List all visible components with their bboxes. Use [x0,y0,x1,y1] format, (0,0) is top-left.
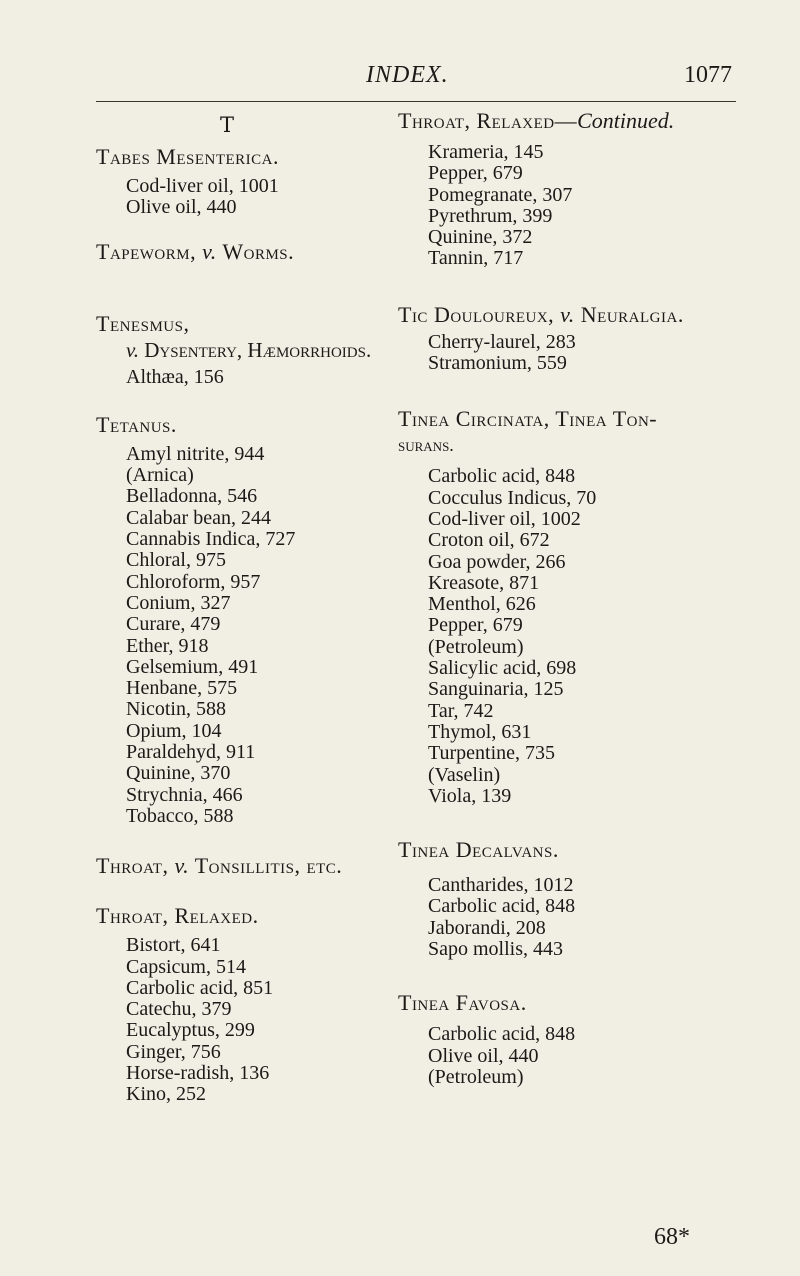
index-entry-tapeworm [96,239,396,265]
remedy-list [96,935,396,1105]
header-rule [96,101,736,102]
entry-heading-continuation: surans. [398,435,454,456]
remedy-item: Bistort, 641 [126,934,221,957]
remedy-item: Henbane, 575 [126,677,238,700]
cross-reference [126,337,396,363]
remedy-item: Pyrethrum, 399 [428,204,553,227]
see-target: Dysentery, Hæmorrhoids. [144,337,372,362]
entry-heading [96,853,396,879]
remedy-list [398,875,758,960]
remedy-item: (Arnica) [126,464,194,487]
remedy-item: Paraldehyd, 911 [126,741,256,764]
heading-text: Tapeworm, [96,238,197,264]
remedy-item: Carbolic acid, 848 [428,465,576,488]
remedy-item: Jaborandi, 208 [428,916,546,939]
remedy-item: Salicylic acid, 698 [428,657,577,680]
entry-heading: Tinea Favosa. [398,990,527,1016]
remedy-item: Althæa, 156 [126,365,224,388]
remedy-item: Strychnia, 466 [126,783,243,806]
see-target: Tonsillitis, etc. [194,853,343,879]
remedy-item: Catechu, 379 [126,998,232,1021]
signature-mark: 68* [654,1224,690,1250]
index-entry-tinea-decalvans [398,837,758,960]
remedy-item: Horse-radish, 136 [126,1062,270,1085]
remedy-item: Capsicum, 514 [126,955,246,978]
remedy-item: Olive oil, 440 [126,196,237,219]
index-entry-tenesmus [96,311,396,388]
entry-heading [398,302,758,328]
remedy-item: Cocculus Indicus, 70 [428,486,597,509]
remedy-list [398,466,758,807]
remedy-item: (Petroleum) [428,1065,524,1088]
heading-text: Throat, Relaxed— [398,108,578,133]
index-entry-tetanus [96,412,396,827]
remedy-item: Tannin, 717 [428,247,524,270]
remedy-item: Thymol, 631 [428,720,532,743]
index-entry-tinea-circinata [398,406,758,807]
entry-heading: Tinea Circinata, Tinea Ton- [398,406,658,432]
entry-heading: Tinea Decalvans. [398,837,559,863]
entry-heading: Throat, Relaxed. [96,903,259,929]
remedy-item: Sanguinaria, 125 [428,678,564,701]
index-entry-throat-relaxed-continued [398,108,758,270]
remedy-item: Cannabis Indica, 727 [126,528,296,551]
remedy-item: Tobacco, 588 [126,804,234,827]
see-prefix: v. [202,238,217,264]
entry-heading: Tetanus. [96,411,177,437]
entry-heading [96,239,396,265]
see-prefix: v. [174,853,190,879]
see-target: Neuralgia. [580,301,684,327]
index-entry-tinea-favosa [398,990,758,1088]
remedy-item: Curare, 479 [126,613,221,636]
remedy-item: Tar, 742 [428,699,494,722]
remedy-item: Pepper, 679 [428,162,523,185]
index-entry-tabes [96,144,396,219]
remedy-item: Cod-liver oil, 1001 [126,175,279,197]
remedy-list [398,1024,758,1088]
remedy-item: Pomegranate, 307 [428,183,573,206]
see-prefix: v. [560,301,575,327]
remedy-list [398,332,758,375]
remedy-item: Kreasote, 871 [428,571,540,594]
remedy-item: Ether, 918 [126,634,209,657]
remedy-item: Chloral, 975 [126,549,226,572]
remedy-item: Belladonna, 546 [126,485,258,508]
remedy-item: Carbolic acid, 848 [428,895,576,918]
remedy-item: Ginger, 756 [126,1040,221,1063]
see-prefix: v. [126,337,140,362]
remedy-item: Kino, 252 [126,1083,206,1106]
remedy-item: Olive oil, 440 [428,1044,539,1067]
remedy-item: Chloroform, 957 [126,570,261,593]
right-column [398,108,758,1088]
remedy-item: Krameria, 145 [428,141,544,163]
remedy-item: Calabar bean, 244 [126,506,271,529]
remedy-list [398,142,758,270]
remedy-item: Viola, 139 [428,784,512,807]
remedy-item: Stramonium, 559 [428,352,567,375]
remedy-item: Conium, 327 [126,591,231,614]
entry-heading: Tenesmus, [96,310,190,336]
remedy-item: Carbolic acid, 851 [126,976,274,999]
running-title: INDEX. [366,62,449,88]
heading-text: Throat, [96,853,169,879]
remedy-item: Cherry-laurel, 283 [428,330,576,353]
remedy-item: Croton oil, 672 [428,529,550,552]
remedy-item: Carbolic acid, 848 [428,1023,576,1046]
page-header [96,62,736,102]
remedy-item: Amyl nitrite, 944 [126,442,265,465]
remedy-item: Opium, 104 [126,719,222,742]
letter-heading: T [220,113,235,137]
index-entry-tic-douloureux [398,302,758,375]
remedy-item: Turpentine, 735 [428,742,556,765]
remedy-item: (Petroleum) [428,635,524,658]
remedy-item: Nicotin, 588 [126,698,226,721]
remedy-list [96,176,396,219]
remedy-list [96,444,396,827]
entry-heading [398,108,758,134]
remedy-item: Cantharides, 1012 [428,874,574,897]
entry-heading: Tabes Mesenterica. [96,144,280,169]
index-entry-throat [96,853,396,879]
remedy-list [96,367,396,388]
remedy-item: (Vaselin) [428,763,501,786]
remedy-item: Gelsemium, 491 [126,655,259,678]
remedy-item: Eucalyptus, 299 [126,1019,255,1042]
remedy-item: Pepper, 679 [428,614,523,637]
page-number: 1077 [684,62,732,88]
remedy-item: Goa powder, 266 [428,550,566,573]
remedy-item: Sapo mollis, 443 [428,938,564,961]
continued-label: Continued. [577,108,675,133]
remedy-item: Menthol, 626 [428,593,536,616]
heading-text: Tic Douloureux, [398,301,555,327]
remedy-item: Quinine, 372 [428,226,533,249]
left-column [96,112,396,1106]
remedy-item: Quinine, 370 [126,762,231,785]
remedy-item: Cod-liver oil, 1002 [428,507,581,530]
see-target: Worms. [222,238,295,264]
index-entry-throat-relaxed [96,903,396,1105]
